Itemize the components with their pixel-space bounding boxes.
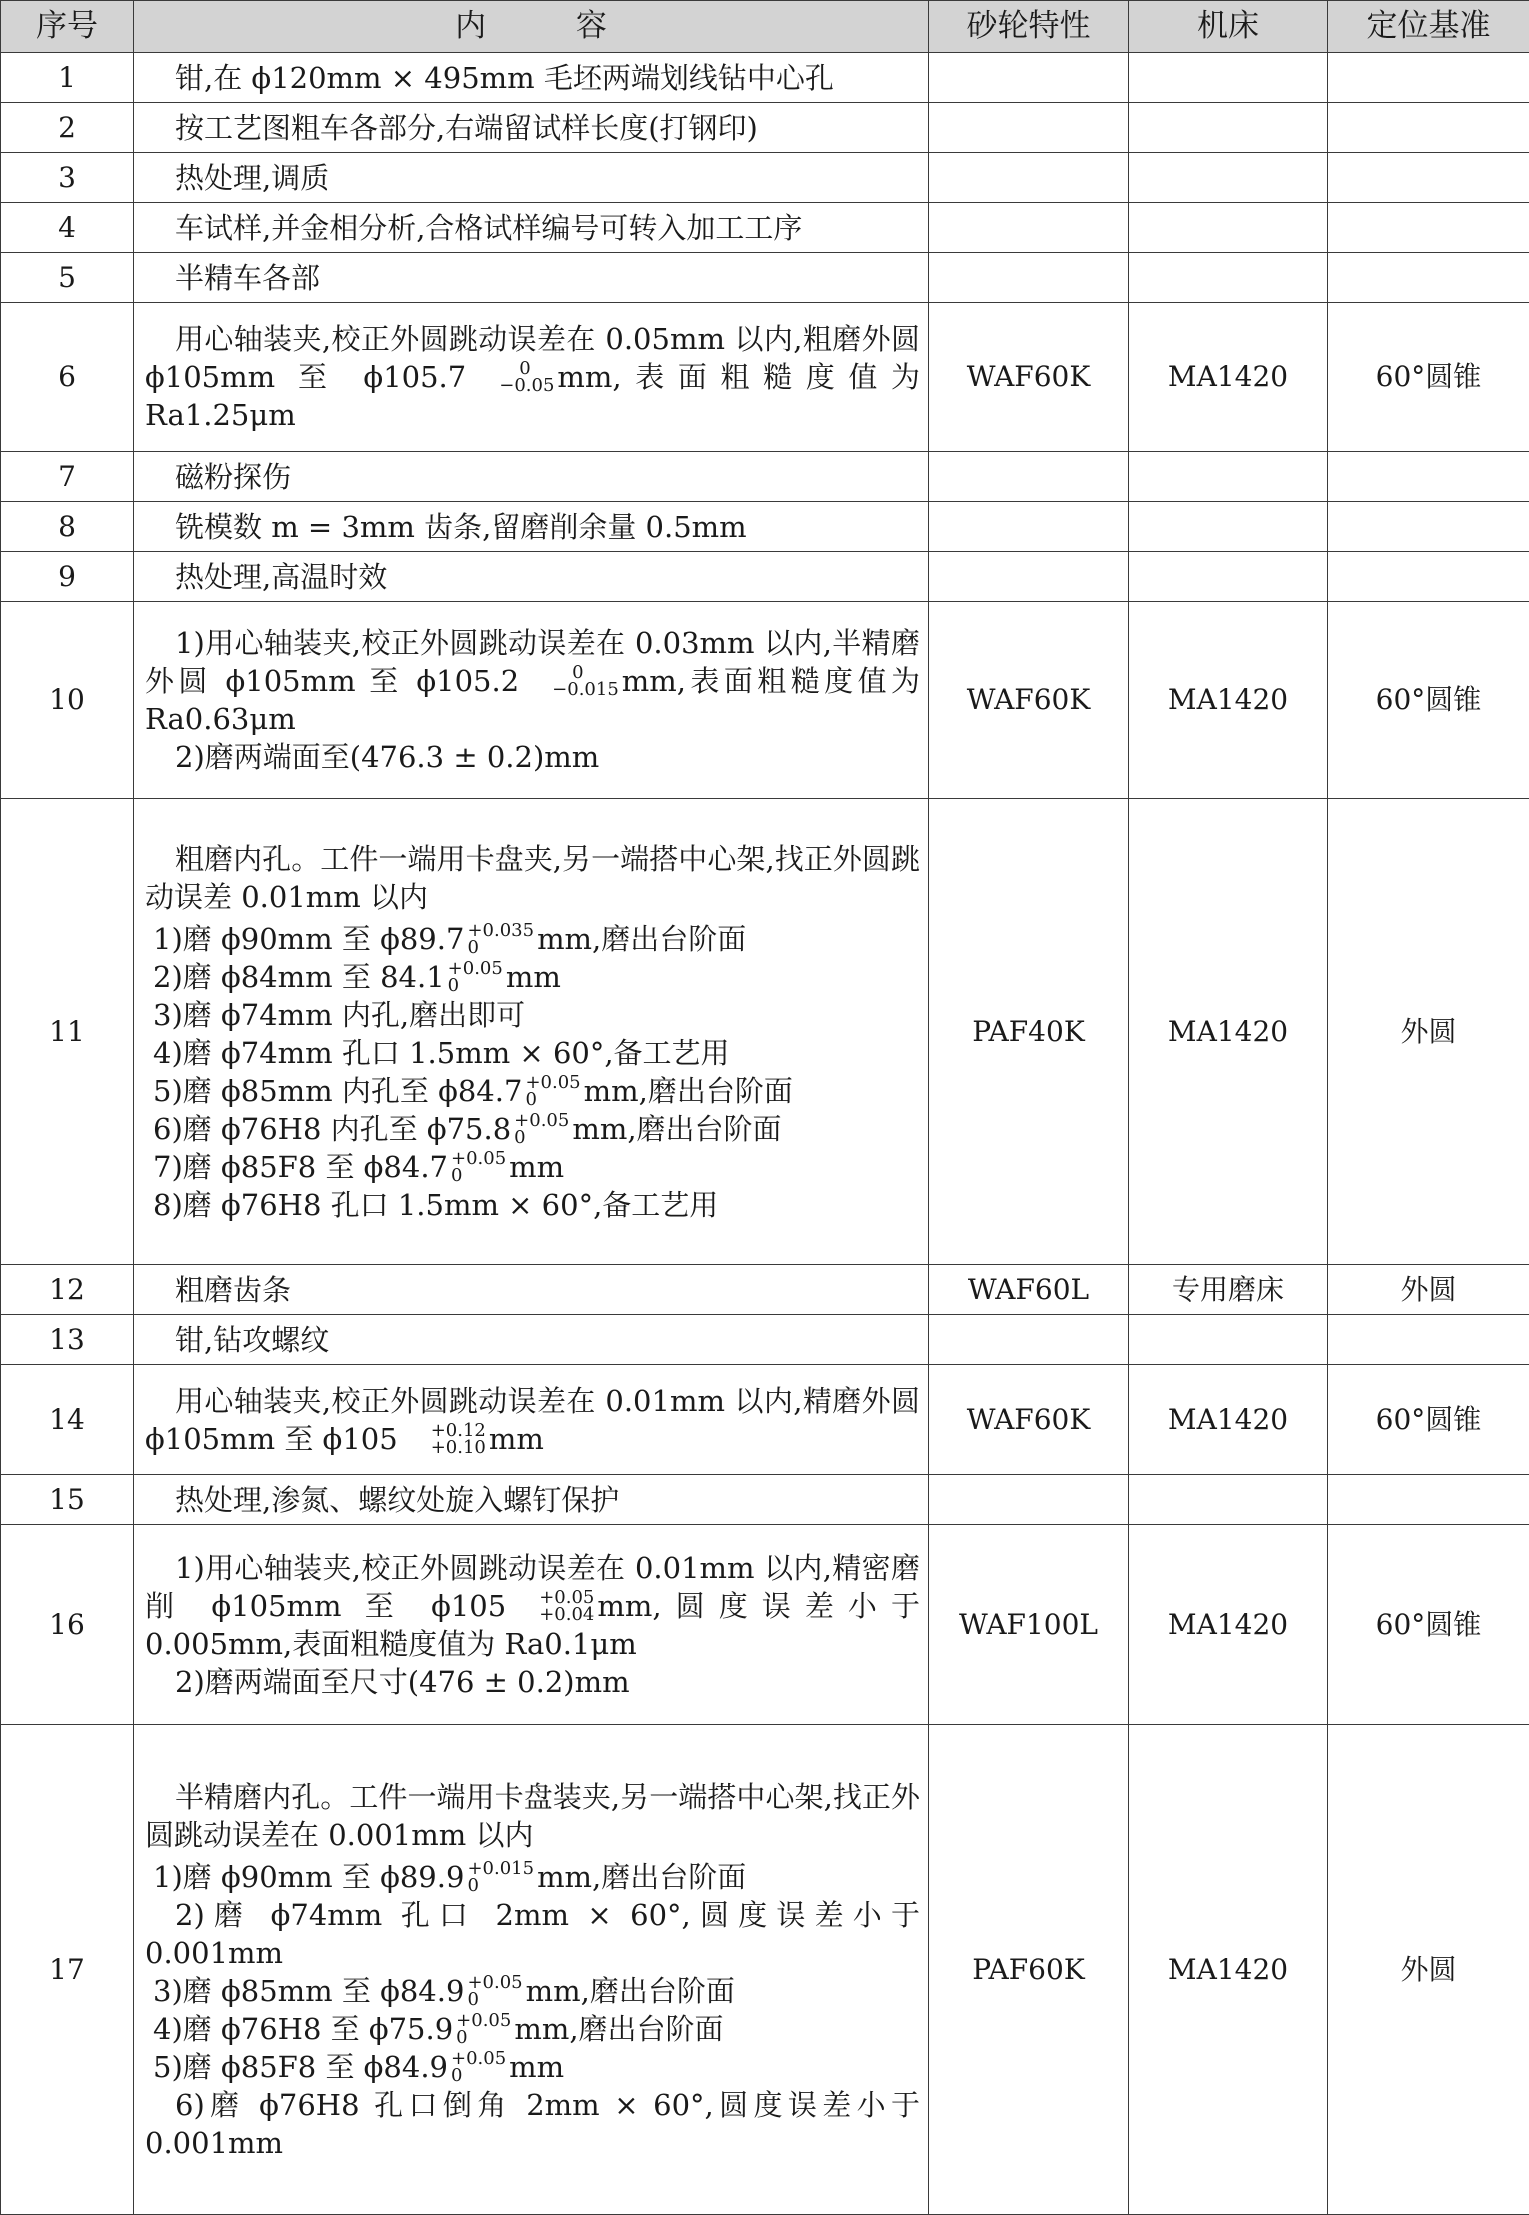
row-datum — [1328, 53, 1529, 103]
row-datum: 外圆 — [1328, 1265, 1529, 1315]
content-item: 3)磨 ϕ74mm 内孔,磨出即可 — [145, 996, 920, 1034]
tolerance-lower: +0.10 — [401, 1439, 486, 1456]
tolerance-lower: +0.04 — [509, 1606, 594, 1623]
row-number: 16 — [1, 1525, 134, 1725]
row-machine: MA1420 — [1129, 1525, 1328, 1725]
row-wheel — [929, 1475, 1129, 1525]
row-wheel: WAF60K — [929, 303, 1129, 452]
row-machine: MA1420 — [1129, 1365, 1328, 1475]
content-text: mm,表面粗糙度值为 Ra0.63μm — [145, 664, 920, 736]
row-number: 7 — [1, 452, 134, 502]
row-content — [134, 1525, 929, 1725]
item-tail: mm,磨出台阶面 — [584, 1074, 793, 1108]
item-tail: mm,磨出台阶面 — [526, 1974, 735, 2008]
row-number: 3 — [1, 153, 134, 203]
header-no: 序号 — [1, 1, 134, 53]
row-machine — [1129, 203, 1328, 253]
table-row — [1, 552, 1529, 602]
row-datum — [1328, 103, 1529, 153]
row-content: 钳,在 ϕ120mm × 495mm 毛坯两端划线钻中心孔 — [134, 53, 929, 103]
content-item: 8)磨 ϕ76H8 孔口 1.5mm × 60°,备工艺用 — [145, 1186, 920, 1224]
tolerance-upper: 0 — [469, 360, 554, 377]
row-wheel: PAF60K — [929, 1725, 1129, 2215]
row-datum — [1328, 203, 1529, 253]
row-wheel: PAF40K — [929, 799, 1129, 1265]
table-row — [1, 153, 1529, 203]
content-item — [145, 1110, 920, 1148]
item-text: 5)磨 ϕ85mm 内孔至 ϕ84.7 — [153, 1074, 522, 1108]
item-tail: mm,磨出台阶面 — [572, 1112, 781, 1146]
row-machine — [1129, 1315, 1328, 1365]
table-row — [1, 1475, 1529, 1525]
item-text: 1)磨 ϕ90mm 至 ϕ89.9 — [153, 1860, 464, 1894]
row-wheel — [929, 1315, 1129, 1365]
row-datum: 60°圆锥 — [1328, 1365, 1529, 1475]
tolerance-upper: +0.05 — [456, 2012, 511, 2029]
tolerance — [509, 1589, 594, 1623]
table-row — [1, 1265, 1529, 1315]
row-content — [134, 602, 929, 799]
tolerance-upper: +0.015 — [467, 1860, 534, 1877]
row-wheel: WAF60K — [929, 1365, 1129, 1475]
content-intro: 粗磨内孔。工件一端用卡盘夹,另一端搭中心架,找正外圆跳动误差 0.01mm 以内 — [145, 840, 920, 916]
row-datum — [1328, 1315, 1529, 1365]
item-text: 7)磨 ϕ85F8 至 ϕ84.7 — [153, 1150, 448, 1184]
row-machine: MA1420 — [1129, 799, 1328, 1265]
tolerance-upper: +0.05 — [467, 1974, 522, 1991]
item-tail: mm,磨出台阶面 — [514, 2012, 723, 2046]
content-item — [145, 1972, 920, 2010]
row-number: 10 — [1, 602, 134, 799]
tolerance-lower: 0 — [456, 2029, 511, 2046]
row-machine — [1129, 153, 1328, 203]
tolerance-upper: +0.035 — [467, 922, 534, 939]
item-tail: mm — [509, 2050, 564, 2084]
row-datum: 外圆 — [1328, 1725, 1529, 2215]
item-text: 6)磨 ϕ76H8 内孔至 ϕ75.8 — [153, 1112, 511, 1146]
row-datum: 60°圆锥 — [1328, 602, 1529, 799]
content-paragraph — [145, 624, 920, 738]
row-number: 17 — [1, 1725, 134, 2215]
row-wheel — [929, 552, 1129, 602]
item-tail: mm — [506, 960, 561, 994]
content-text: 1)用心轴装夹,校正外圆跳动误差在 0.03mm 以内,半精磨外圆 ϕ105mm 至 ϕ105.2 — [145, 626, 920, 698]
table-row — [1, 502, 1529, 552]
row-content: 热处理,调质 — [134, 153, 929, 203]
tolerance-lower: 0 — [514, 1129, 569, 1146]
tolerance — [469, 360, 554, 394]
tolerance — [448, 960, 503, 994]
row-datum — [1328, 153, 1529, 203]
row-machine — [1129, 552, 1328, 602]
row-machine — [1129, 103, 1328, 153]
row-machine: 专用磨床 — [1129, 1265, 1328, 1315]
table-row — [1, 452, 1529, 502]
row-machine — [1129, 53, 1328, 103]
row-content: 热处理,高温时效 — [134, 552, 929, 602]
row-content: 铣模数 m = 3mm 齿条,留磨削余量 0.5mm — [134, 502, 929, 552]
row-datum — [1328, 552, 1529, 602]
row-number: 14 — [1, 1365, 134, 1475]
row-content — [134, 1365, 929, 1475]
row-wheel: WAF60L — [929, 1265, 1129, 1315]
tolerance — [451, 2050, 506, 2084]
row-content: 钳,钻攻螺纹 — [134, 1315, 929, 1365]
content-item — [145, 1072, 920, 1110]
row-wheel — [929, 253, 1129, 303]
item-text: 4)磨 ϕ76H8 至 ϕ75.9 — [153, 2012, 453, 2046]
item-text: 1)磨 ϕ90mm 至 ϕ89.7 — [153, 922, 464, 956]
item-text: 5)磨 ϕ85F8 至 ϕ84.9 — [153, 2050, 448, 2084]
content-text: mm,表面粗糙度值为 Ra1.25μm — [145, 360, 920, 432]
row-machine — [1129, 452, 1328, 502]
content-item — [145, 2048, 920, 2086]
content-intro: 半精磨内孔。工件一端用卡盘装夹,另一端搭中心架,找正外圆跳动误差在 0.001mm 以内 — [145, 1778, 920, 1854]
row-machine: MA1420 — [1129, 602, 1328, 799]
tolerance-upper: +0.05 — [509, 1589, 594, 1606]
row-machine: MA1420 — [1129, 303, 1328, 452]
row-wheel — [929, 502, 1129, 552]
tolerance — [467, 922, 534, 956]
tolerance — [467, 1860, 534, 1894]
row-datum — [1328, 253, 1529, 303]
row-content: 车试样,并金相分析,合格试样编号可转入加工工序 — [134, 203, 929, 253]
row-wheel: WAF100L — [929, 1525, 1129, 1725]
tolerance-upper: +0.05 — [514, 1112, 569, 1129]
content-item — [145, 920, 920, 958]
table-row — [1, 602, 1529, 799]
row-content — [134, 799, 929, 1265]
tolerance — [451, 1150, 506, 1184]
table-row — [1, 1315, 1529, 1365]
row-wheel — [929, 53, 1129, 103]
content-text: mm — [489, 1422, 544, 1456]
tolerance-upper: +0.05 — [451, 1150, 506, 1167]
tolerance-upper: +0.05 — [525, 1074, 580, 1091]
tolerance — [525, 1074, 580, 1108]
tolerance-lower: −0.05 — [469, 377, 554, 394]
item-tail: mm,磨出台阶面 — [537, 1860, 746, 1894]
row-number: 2 — [1, 103, 134, 153]
row-machine: MA1420 — [1129, 1725, 1328, 2215]
header-row — [1, 1, 1529, 53]
content-item — [145, 1858, 920, 1896]
tolerance-lower: 0 — [467, 939, 534, 956]
content-text: mm,圆度误差小于 0.005mm,表面粗糙度值为 Ra0.1μm — [145, 1589, 920, 1661]
row-datum: 外圆 — [1328, 799, 1529, 1265]
table-row — [1, 1725, 1529, 2215]
content-item: 2)磨 ϕ74mm 孔口 2mm × 60°,圆度误差小于 0.001mm — [145, 1896, 920, 1972]
table-row — [1, 103, 1529, 153]
row-datum — [1328, 502, 1529, 552]
row-datum: 60°圆锥 — [1328, 303, 1529, 452]
row-number: 11 — [1, 799, 134, 1265]
row-number: 13 — [1, 1315, 134, 1365]
table-row — [1, 303, 1529, 452]
header-content: 内 容 — [134, 1, 929, 53]
row-wheel: WAF60K — [929, 602, 1129, 799]
header-datum: 定位基准 — [1328, 1, 1529, 53]
row-datum: 60°圆锥 — [1328, 1525, 1529, 1725]
table-row — [1, 203, 1529, 253]
item-text: 3)磨 ϕ85mm 至 ϕ84.9 — [153, 1974, 464, 2008]
row-machine — [1129, 502, 1328, 552]
item-tail: mm — [509, 1150, 564, 1184]
table-row — [1, 1365, 1529, 1475]
header-machine: 机床 — [1129, 1, 1328, 53]
tolerance-lower: 0 — [448, 977, 503, 994]
row-wheel — [929, 203, 1129, 253]
tolerance-lower: −0.015 — [522, 681, 619, 698]
item-tail: mm,磨出台阶面 — [537, 922, 746, 956]
tolerance — [456, 2012, 511, 2046]
row-wheel — [929, 452, 1129, 502]
tolerance-upper: +0.05 — [448, 960, 503, 977]
tolerance-upper: 0 — [522, 664, 619, 681]
table-row — [1, 53, 1529, 103]
row-number: 1 — [1, 53, 134, 103]
tolerance — [522, 664, 619, 698]
item-text: 2)磨 ϕ84mm 至 84.1 — [153, 960, 445, 994]
tolerance — [467, 1974, 522, 2008]
row-number: 4 — [1, 203, 134, 253]
row-datum — [1328, 1475, 1529, 1525]
row-number: 15 — [1, 1475, 134, 1525]
tolerance-lower: 0 — [525, 1091, 580, 1108]
row-content: 热处理,渗氮、螺纹处旋入螺钉保护 — [134, 1475, 929, 1525]
row-content: 半精车各部 — [134, 253, 929, 303]
tolerance-lower: 0 — [451, 2067, 506, 2084]
row-number: 12 — [1, 1265, 134, 1315]
header-wheel: 砂轮特性 — [929, 1, 1129, 53]
content-text: 用心轴装夹,校正外圆跳动误差在 0.05mm 以内,粗磨外圆 ϕ105mm 至 ϕ105.7 — [145, 322, 920, 394]
row-wheel — [929, 103, 1129, 153]
row-content — [134, 303, 929, 452]
table-row — [1, 253, 1529, 303]
tolerance — [401, 1422, 486, 1456]
content-item: 6)磨 ϕ76H8 孔口倒角 2mm × 60°,圆度误差小于 0.001mm — [145, 2086, 920, 2162]
row-content: 按工艺图粗车各部分,右端留试样长度(打钢印) — [134, 103, 929, 153]
tolerance-upper: +0.12 — [401, 1422, 486, 1439]
row-number: 5 — [1, 253, 134, 303]
row-content — [134, 1725, 929, 2215]
table-row — [1, 1525, 1529, 1725]
content-paragraph — [145, 1549, 920, 1663]
content-item — [145, 2010, 920, 2048]
row-content: 粗磨齿条 — [134, 1265, 929, 1315]
content-text: 用心轴装夹,校正外圆跳动误差在 0.01mm 以内,精磨外圆 ϕ105mm 至 ϕ105 — [145, 1384, 920, 1456]
row-number: 6 — [1, 303, 134, 452]
content-line: 2)磨两端面至尺寸(476 ± 0.2)mm — [145, 1663, 920, 1701]
row-number: 8 — [1, 502, 134, 552]
tolerance-lower: 0 — [467, 1991, 522, 2008]
row-wheel — [929, 153, 1129, 203]
row-content: 磁粉探伤 — [134, 452, 929, 502]
tolerance-upper: +0.05 — [451, 2050, 506, 2067]
row-machine — [1129, 1475, 1328, 1525]
content-item — [145, 1148, 920, 1186]
row-machine — [1129, 253, 1328, 303]
content-item: 4)磨 ϕ74mm 孔口 1.5mm × 60°,备工艺用 — [145, 1034, 920, 1072]
content-item — [145, 958, 920, 996]
content-text: 1)用心轴装夹,校正外圆跳动误差在 0.01mm 以内,精密磨削 ϕ105mm 至 ϕ105 — [145, 1551, 920, 1623]
content-line: 2)磨两端面至(476.3 ± 0.2)mm — [145, 738, 920, 776]
row-number: 9 — [1, 552, 134, 602]
row-datum — [1328, 452, 1529, 502]
table-row — [1, 799, 1529, 1265]
tolerance-lower: 0 — [451, 1167, 506, 1184]
tolerance — [514, 1112, 569, 1146]
tolerance-lower: 0 — [467, 1877, 534, 1894]
